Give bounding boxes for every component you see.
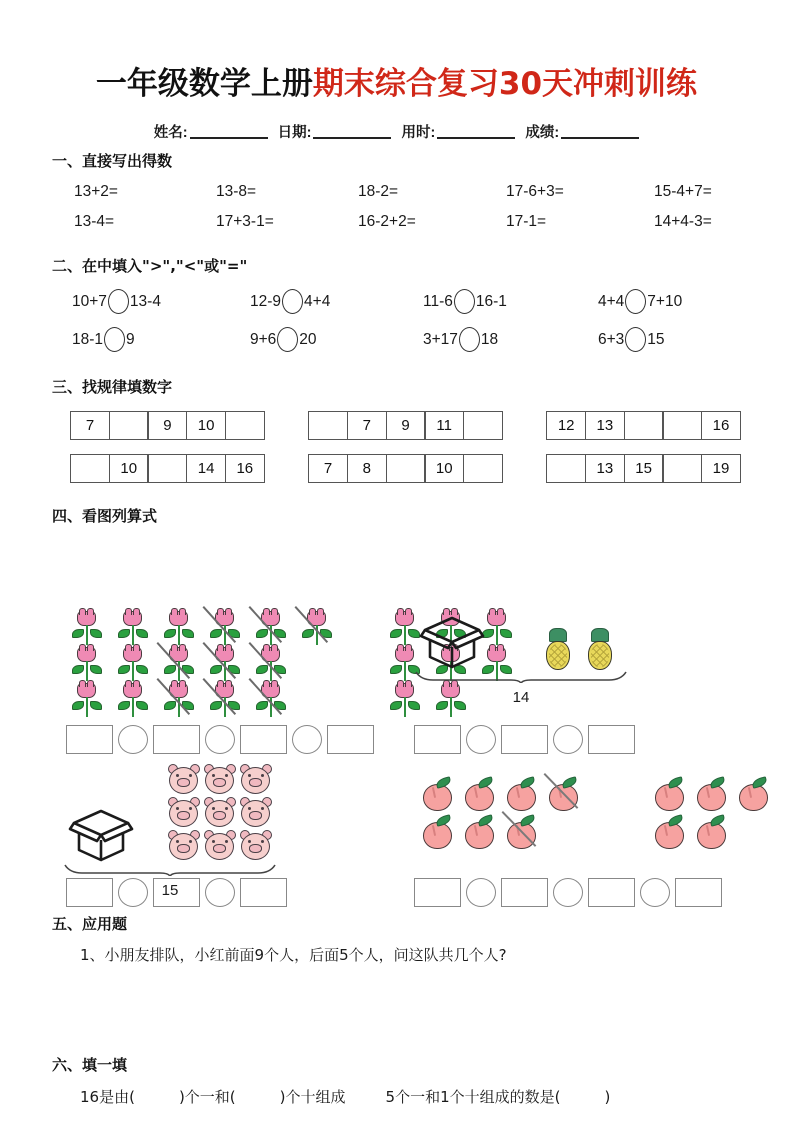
pineapple-icon xyxy=(543,628,573,670)
answer-operator-circle[interactable] xyxy=(118,725,148,754)
section-1-row-1 xyxy=(52,183,741,201)
problem-item[interactable]: 14+4-3= xyxy=(654,213,712,230)
answer-slots-problem-3 xyxy=(66,878,292,907)
answer-box[interactable] xyxy=(588,725,635,754)
number-cell[interactable]: 16 xyxy=(701,411,741,440)
section-6 xyxy=(52,1054,610,1107)
fill-text-b: )个一和( xyxy=(178,1088,236,1106)
name-label: 姓名: xyxy=(153,125,188,141)
number-cell[interactable]: 16 xyxy=(225,454,265,483)
flower-icon-crossed xyxy=(294,610,340,646)
flower-icon xyxy=(110,610,156,646)
compare-answer-circle[interactable] xyxy=(104,327,125,352)
flower-icon-crossed xyxy=(202,682,248,718)
fill-text-a: 16是由( xyxy=(80,1088,135,1106)
answer-box[interactable] xyxy=(153,878,200,907)
picture-problem-4-peaches xyxy=(418,776,776,852)
pig-row xyxy=(166,764,274,797)
answer-operator-circle[interactable] xyxy=(292,725,322,754)
problem-item[interactable]: 18-2= xyxy=(358,183,399,200)
problem-item[interactable]: 16-2+2= xyxy=(358,213,416,230)
compare-left: 10+7 xyxy=(72,292,107,310)
date-field-group xyxy=(278,121,392,142)
pig-icon xyxy=(166,764,202,797)
compare-left: 18-1 xyxy=(72,330,104,348)
answer-operator-circle[interactable] xyxy=(466,725,496,754)
name-input-blank[interactable] xyxy=(190,126,268,139)
peach-row xyxy=(418,814,586,852)
number-cell[interactable]: 8 xyxy=(347,454,387,483)
peach-group-left xyxy=(418,776,586,852)
number-cell[interactable] xyxy=(662,411,702,440)
answer-operator-circle[interactable] xyxy=(640,878,670,907)
answer-box[interactable] xyxy=(501,725,548,754)
flower-icon-crossed xyxy=(156,682,202,718)
brace-icon xyxy=(415,671,627,683)
section-5 xyxy=(52,913,507,965)
fill-text-c: )个十组成 xyxy=(279,1088,346,1106)
flower-icon xyxy=(64,682,110,718)
peach-icon xyxy=(650,814,692,852)
flower-icon xyxy=(156,610,202,646)
compare-left: 11-6 xyxy=(423,292,453,310)
answer-operator-circle[interactable] xyxy=(205,878,235,907)
flower-icon-crossed xyxy=(248,682,294,718)
number-cell[interactable]: 7 xyxy=(70,411,110,440)
compare-answer-circle[interactable] xyxy=(108,289,129,314)
peach-icon-crossed xyxy=(544,776,586,814)
section-2-heading: 二、在中填入">","<"或"=" xyxy=(52,257,248,275)
section-2-row-2 xyxy=(52,327,741,352)
number-sequence-grid xyxy=(546,454,741,483)
answer-box[interactable] xyxy=(153,725,200,754)
number-cell[interactable]: 7 xyxy=(347,411,387,440)
date-input-blank[interactable] xyxy=(313,126,391,139)
flower-icon xyxy=(110,646,156,682)
peach-icon xyxy=(418,776,460,814)
flower-row xyxy=(64,610,340,646)
peach-icon xyxy=(734,776,776,814)
time-input-blank[interactable] xyxy=(437,126,515,139)
flower-icon xyxy=(64,646,110,682)
pig-icon xyxy=(202,764,238,797)
word-problem-1: 1、小朋友排队，小红前面9个人，后面5个人，问这队共几个人? xyxy=(80,946,507,964)
number-cell[interactable] xyxy=(624,411,664,440)
answer-slots-problem-2 xyxy=(414,725,640,754)
number-cell[interactable] xyxy=(386,454,426,483)
problem-item[interactable]: 17-1= xyxy=(506,213,547,230)
flower-icon xyxy=(64,610,110,646)
time-label: 用时: xyxy=(401,125,436,141)
number-cell[interactable]: 7 xyxy=(308,454,348,483)
number-cell[interactable] xyxy=(225,411,265,440)
section-4-heading: 四、看图列算式 xyxy=(52,507,158,525)
pig-icon xyxy=(166,830,202,863)
compare-answer-circle[interactable] xyxy=(459,327,480,352)
score-label: 成绩: xyxy=(525,125,560,141)
number-cell[interactable]: 11 xyxy=(424,411,464,440)
peach-icon xyxy=(692,776,734,814)
compare-answer-circle[interactable] xyxy=(625,289,646,314)
compare-answer-circle[interactable] xyxy=(277,327,298,352)
peach-row xyxy=(418,776,586,814)
pig-icon xyxy=(202,797,238,830)
compare-answer-circle[interactable] xyxy=(454,289,475,314)
number-sequence-grid xyxy=(70,454,265,483)
fill-in-row xyxy=(52,1086,610,1107)
problem-item[interactable]: 17-6+3= xyxy=(506,183,564,200)
pig-row xyxy=(166,830,274,863)
flower-group-left xyxy=(64,610,340,718)
answer-box[interactable] xyxy=(414,878,461,907)
compare-right: 18 xyxy=(480,330,499,348)
peach-icon xyxy=(460,814,502,852)
compare-item xyxy=(423,327,598,352)
answer-box[interactable] xyxy=(240,878,287,907)
section-2-row-1 xyxy=(52,289,741,314)
section-3 xyxy=(52,376,741,483)
peach-row xyxy=(650,776,776,814)
number-sequence-grid xyxy=(308,411,503,440)
picture-problem-2-pineapples xyxy=(415,614,627,706)
brace-icon xyxy=(64,864,276,876)
number-cell[interactable]: 19 xyxy=(701,454,741,483)
compare-right: 9 xyxy=(126,330,135,348)
number-cell[interactable] xyxy=(546,454,586,483)
peach-icon xyxy=(692,814,734,852)
compare-left: 3+17 xyxy=(423,330,458,348)
flower-row xyxy=(64,682,340,718)
peach-icon xyxy=(650,776,692,814)
answer-operator-circle[interactable] xyxy=(466,878,496,907)
flower-icon-crossed xyxy=(202,610,248,646)
compare-left: 9+6 xyxy=(250,330,277,348)
title-black-part: 一年级数学上册 xyxy=(95,66,313,102)
pig-icon xyxy=(202,830,238,863)
page-title xyxy=(52,58,741,103)
number-sequence-grid xyxy=(546,411,741,440)
number-cell[interactable]: 10 xyxy=(424,454,464,483)
compare-answer-circle[interactable] xyxy=(625,327,646,352)
compare-item xyxy=(598,327,665,352)
score-field-group xyxy=(525,121,639,142)
number-cell[interactable] xyxy=(147,454,187,483)
section-3-grid-row-2 xyxy=(52,454,741,483)
number-cell[interactable]: 10 xyxy=(109,454,149,483)
section-6-heading: 六、填一填 xyxy=(52,1056,128,1074)
answer-box[interactable] xyxy=(66,878,113,907)
problem-item[interactable]: 13-8= xyxy=(216,183,257,200)
number-cell[interactable] xyxy=(662,454,702,483)
compare-left: 12-9 xyxy=(250,292,282,310)
answer-box[interactable] xyxy=(675,878,722,907)
problem-item[interactable]: 15-4+7= xyxy=(654,183,712,200)
compare-right: 7+10 xyxy=(647,292,683,310)
worksheet-page xyxy=(0,58,793,1122)
compare-item xyxy=(423,289,598,314)
problem-item[interactable]: 17+3-1= xyxy=(216,213,274,230)
section-1 xyxy=(52,150,741,231)
answer-box[interactable] xyxy=(327,725,374,754)
number-sequence-grid xyxy=(70,411,265,440)
section-3-grid-row-1 xyxy=(52,411,741,440)
number-cell[interactable] xyxy=(463,454,503,483)
number-cell[interactable]: 13 xyxy=(585,454,625,483)
compare-right: 4+4 xyxy=(304,292,331,310)
pig-icon xyxy=(238,764,274,797)
compare-item xyxy=(598,289,682,314)
problem-item[interactable]: 13-4= xyxy=(74,213,115,230)
compare-right: 16-1 xyxy=(475,292,507,310)
number-cell[interactable] xyxy=(109,411,149,440)
compare-item xyxy=(72,327,250,352)
number-cell[interactable] xyxy=(463,411,503,440)
number-cell[interactable] xyxy=(70,454,110,483)
open-box-icon xyxy=(415,614,489,670)
number-cell[interactable]: 14 xyxy=(186,454,226,483)
flower-icon-crossed xyxy=(248,646,294,682)
compare-item xyxy=(250,289,423,314)
answer-operator-circle[interactable] xyxy=(205,725,235,754)
flower-icon xyxy=(110,682,156,718)
number-sequence-grid xyxy=(308,454,503,483)
section-4 xyxy=(52,505,741,526)
name-field-group xyxy=(154,121,268,142)
answer-operator-circle[interactable] xyxy=(118,878,148,907)
compare-right: 20 xyxy=(299,330,317,348)
total-brace-group xyxy=(415,670,627,706)
answer-slots-problem-4 xyxy=(414,878,727,907)
pig-group xyxy=(166,764,274,863)
pig-icon xyxy=(238,830,274,863)
number-cell[interactable]: 15 xyxy=(624,454,664,483)
total-label: 15 xyxy=(161,882,179,899)
compare-left: 6+3 xyxy=(598,330,625,348)
section-5-heading: 五、应用题 xyxy=(52,915,128,933)
pineapple-icon xyxy=(585,628,615,670)
peach-icon xyxy=(418,814,460,852)
number-cell[interactable]: 9 xyxy=(147,411,187,440)
number-cell[interactable]: 10 xyxy=(186,411,226,440)
compare-left: 4+4 xyxy=(598,292,625,310)
answer-box[interactable] xyxy=(414,725,461,754)
compare-item xyxy=(250,327,423,352)
answer-box[interactable] xyxy=(240,725,287,754)
pig-row xyxy=(166,797,274,830)
section-3-heading: 三、找规律填数字 xyxy=(52,378,173,396)
peach-group-right xyxy=(650,776,776,852)
section-2 xyxy=(52,255,741,352)
fill-text-d: 5个一和1个十组成的数是( xyxy=(385,1088,561,1106)
peach-icon-crossed xyxy=(502,814,544,852)
section-1-row-2 xyxy=(52,213,741,231)
number-cell[interactable] xyxy=(308,411,348,440)
fill-text-e: ) xyxy=(604,1088,611,1106)
answer-box[interactable] xyxy=(588,878,635,907)
pig-icon xyxy=(166,797,202,830)
section-1-heading: 一、直接写出得数 xyxy=(52,152,173,170)
student-info-line xyxy=(52,121,741,142)
time-field-group xyxy=(402,121,516,142)
answer-slots-problem-1 xyxy=(66,725,379,754)
problem-item[interactable]: 13+2= xyxy=(74,183,118,200)
answer-box[interactable] xyxy=(66,725,113,754)
title-red-part: 期末综合复习30天冲刺训练 xyxy=(312,66,698,102)
flower-icon-crossed xyxy=(248,610,294,646)
flower-icon-crossed xyxy=(156,646,202,682)
score-input-blank[interactable] xyxy=(561,126,639,139)
peach-icon xyxy=(460,776,502,814)
compare-right: 15 xyxy=(647,330,665,348)
compare-right: 13-4 xyxy=(129,292,161,310)
open-box-icon xyxy=(64,807,138,863)
total-label: 14 xyxy=(512,689,530,706)
number-cell[interactable]: 9 xyxy=(386,411,426,440)
peach-row xyxy=(650,814,776,852)
answer-operator-circle[interactable] xyxy=(553,725,583,754)
flower-row xyxy=(64,646,340,682)
flower-icon-crossed xyxy=(202,646,248,682)
number-cell[interactable]: 13 xyxy=(585,411,625,440)
answer-operator-circle[interactable] xyxy=(553,878,583,907)
answer-box[interactable] xyxy=(501,878,548,907)
date-label: 日期: xyxy=(277,125,312,141)
compare-answer-circle[interactable] xyxy=(282,289,303,314)
peach-icon xyxy=(502,776,544,814)
pig-icon xyxy=(238,797,274,830)
compare-item xyxy=(72,289,250,314)
number-cell[interactable]: 12 xyxy=(546,411,586,440)
